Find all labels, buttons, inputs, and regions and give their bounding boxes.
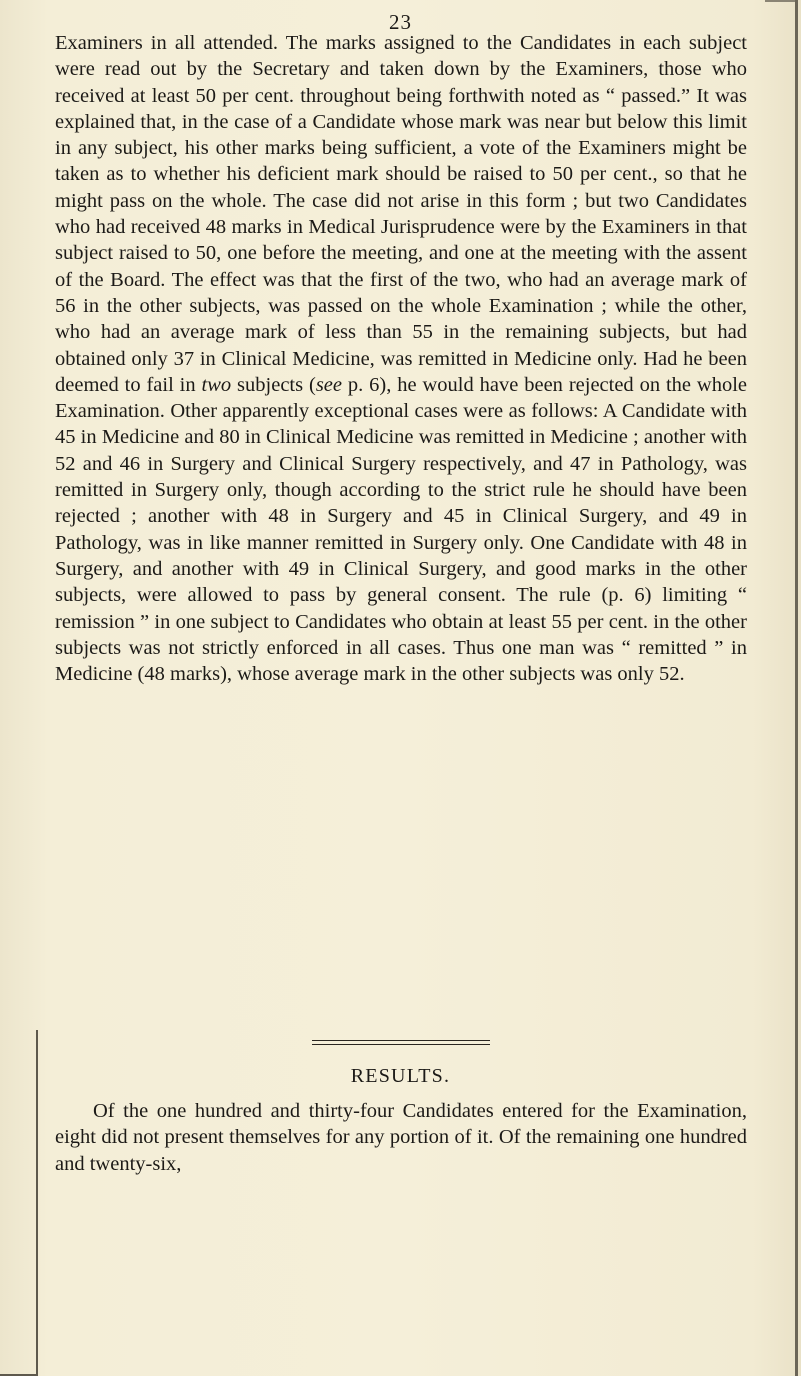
page-number: 23 (389, 10, 412, 34)
page-edge-shadow (795, 0, 798, 1376)
body-paragraph (55, 30, 747, 687)
paragraph-text: Examiners in all attended. The marks assigned to the Candidates in each subject were read out by the Secretary and taken down by the Examiners, those who received at least 50 per cent. throughout being forthwith noted as “ passed.” It was explained that, in the case of a Candidate whose mark was near but below this limit in any subject, his other marks being sufficient, a vote of the Examiners might be taken as to whether his deficient mark should be raised to 50 per cent., so that he might pass on the whole. The case did not arise in this form ; but two Candidates who had received 48 marks in Medical Jurisprudence were by the Examiners in that subject raised to 50, one before the meeting, and one at the meeting with the assent of the Board. The effect was that the first of the two, who had an average mark of 56 in the other subjects, was passed on the whole Examination ; while the other, who had an average mark of less than 55 in the remaining subjects, but had obtained only 37 in Clinical Medicine, was remitted in Medicine only. Had he been deemed to fail in (55, 32, 747, 396)
paragraph-text-c: p. 6), he would have been rejected on the whole Examination. Other apparently exceptional cases were as follows: A Candidate with 45 in Medicine and 80 in Clinical Medicine was remitted in Medicine ; another with 52 and 46 in Surgery and Clinical Surgery respectively, and 47 in Pathology, was remitted in Surgery only, though according to the strict rule he should have been rejected ; another with 48 in Surgery and 45 in Clinical Surgery, and 49 in Pathology, was in like manner remitted in Surgery only. One Candidate with 48 in Surgery, and another with 49 in Clinical Surgery, and good marks in the other subjects, were allowed to pass by general consent. The rule (p. 6) limiting “ remission ” in one subject to Candidates who obtain at least 55 per cent. in the other subjects was not strictly enforced in all cases. Thus one man was “ remitted ” in Medicine (48 marks), whose average mark in the other subjects was only 52. (55, 373, 748, 686)
results-paragraph: Of the one hundred and thirty-four Candidates entered for the Examination, eight did not present themselves for any portion of it. Of the remaining one hundred and twenty-six, (55, 1100, 747, 1175)
results-text (55, 1098, 747, 1177)
italic-two: two (201, 373, 232, 396)
paragraph-text-b: subjects ( (231, 373, 316, 396)
italic-see: see (315, 373, 342, 396)
page-edge-top (765, 0, 795, 2)
body-text (55, 30, 747, 687)
section-divider-top (312, 1040, 490, 1041)
section-divider-bottom (312, 1044, 490, 1045)
section-heading: RESULTS. (350, 1065, 451, 1087)
